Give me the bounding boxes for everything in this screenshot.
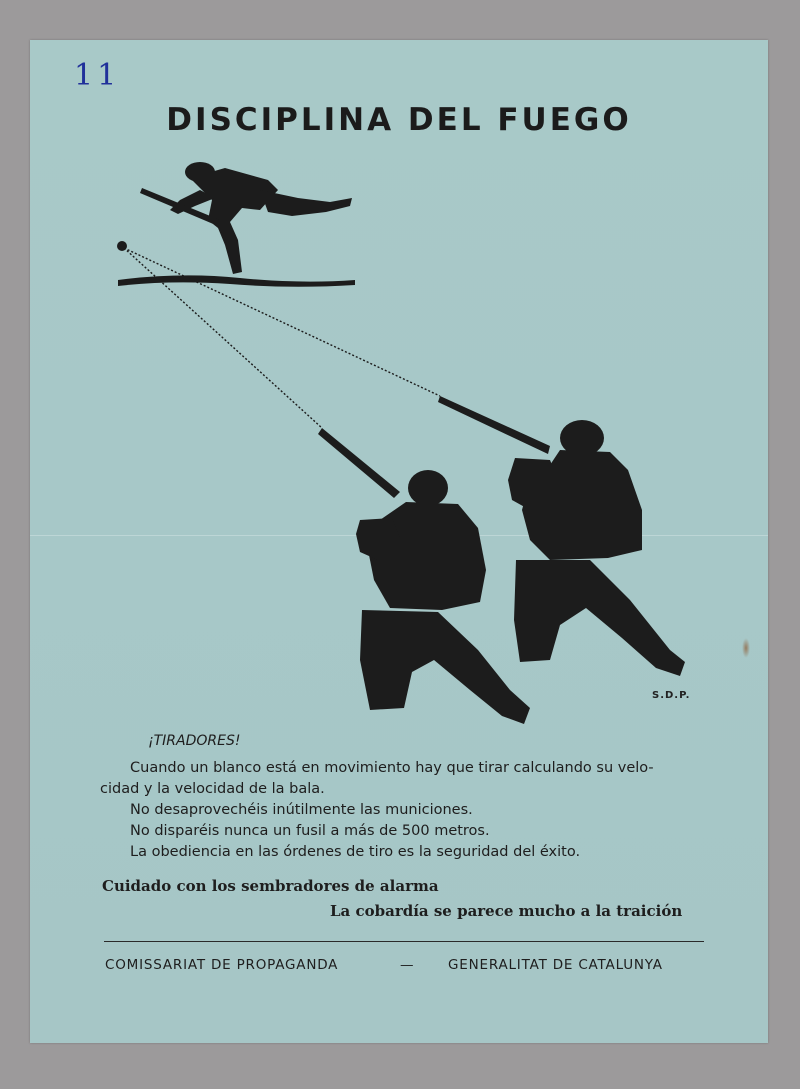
running-soldier-figure xyxy=(140,162,352,274)
artist-signature: S.D.P. xyxy=(652,690,691,701)
soldiers-illustration xyxy=(30,40,768,740)
exclamation-heading: ¡TIRADORES! xyxy=(148,733,241,749)
ground-strip xyxy=(118,275,355,286)
poster-sheet xyxy=(30,40,768,1043)
footer-divider xyxy=(104,941,704,942)
trajectory-line-near xyxy=(124,248,322,428)
body-line: La obediencia en las órdenes de tiro es la seguridad del éxito. xyxy=(130,844,581,860)
body-line: cidad y la velocidad de la bala. xyxy=(100,781,325,797)
body-line: Cuando un blanco está en movimiento hay que tirar calculando su velo- xyxy=(130,760,654,776)
bullet-dot xyxy=(117,241,127,251)
slogan-cowardice: La cobardía se parece mucho a la traición xyxy=(330,902,683,920)
body-text xyxy=(100,758,720,863)
body-line: No disparéis nunca un fusil a más de 500 metros. xyxy=(130,823,490,839)
handwritten-number: 11 xyxy=(74,58,121,93)
footer-separator: — xyxy=(400,957,414,973)
trajectory-line-far xyxy=(124,248,440,396)
footer-commissariat: COMISSARIAT DE PROPAGANDA xyxy=(105,957,339,973)
slogan-alarm: Cuidado con los sembradores de alarma xyxy=(102,877,439,895)
footer-generalitat: GENERALITAT DE CATALUNYA xyxy=(448,957,663,973)
paper-stain xyxy=(742,638,750,658)
body-line: No desaprovechéis inútilmente las municiones. xyxy=(130,802,473,818)
kneeling-soldier-left xyxy=(318,428,530,724)
poster-title: DISCIPLINA DEL FUEGO xyxy=(166,102,632,138)
